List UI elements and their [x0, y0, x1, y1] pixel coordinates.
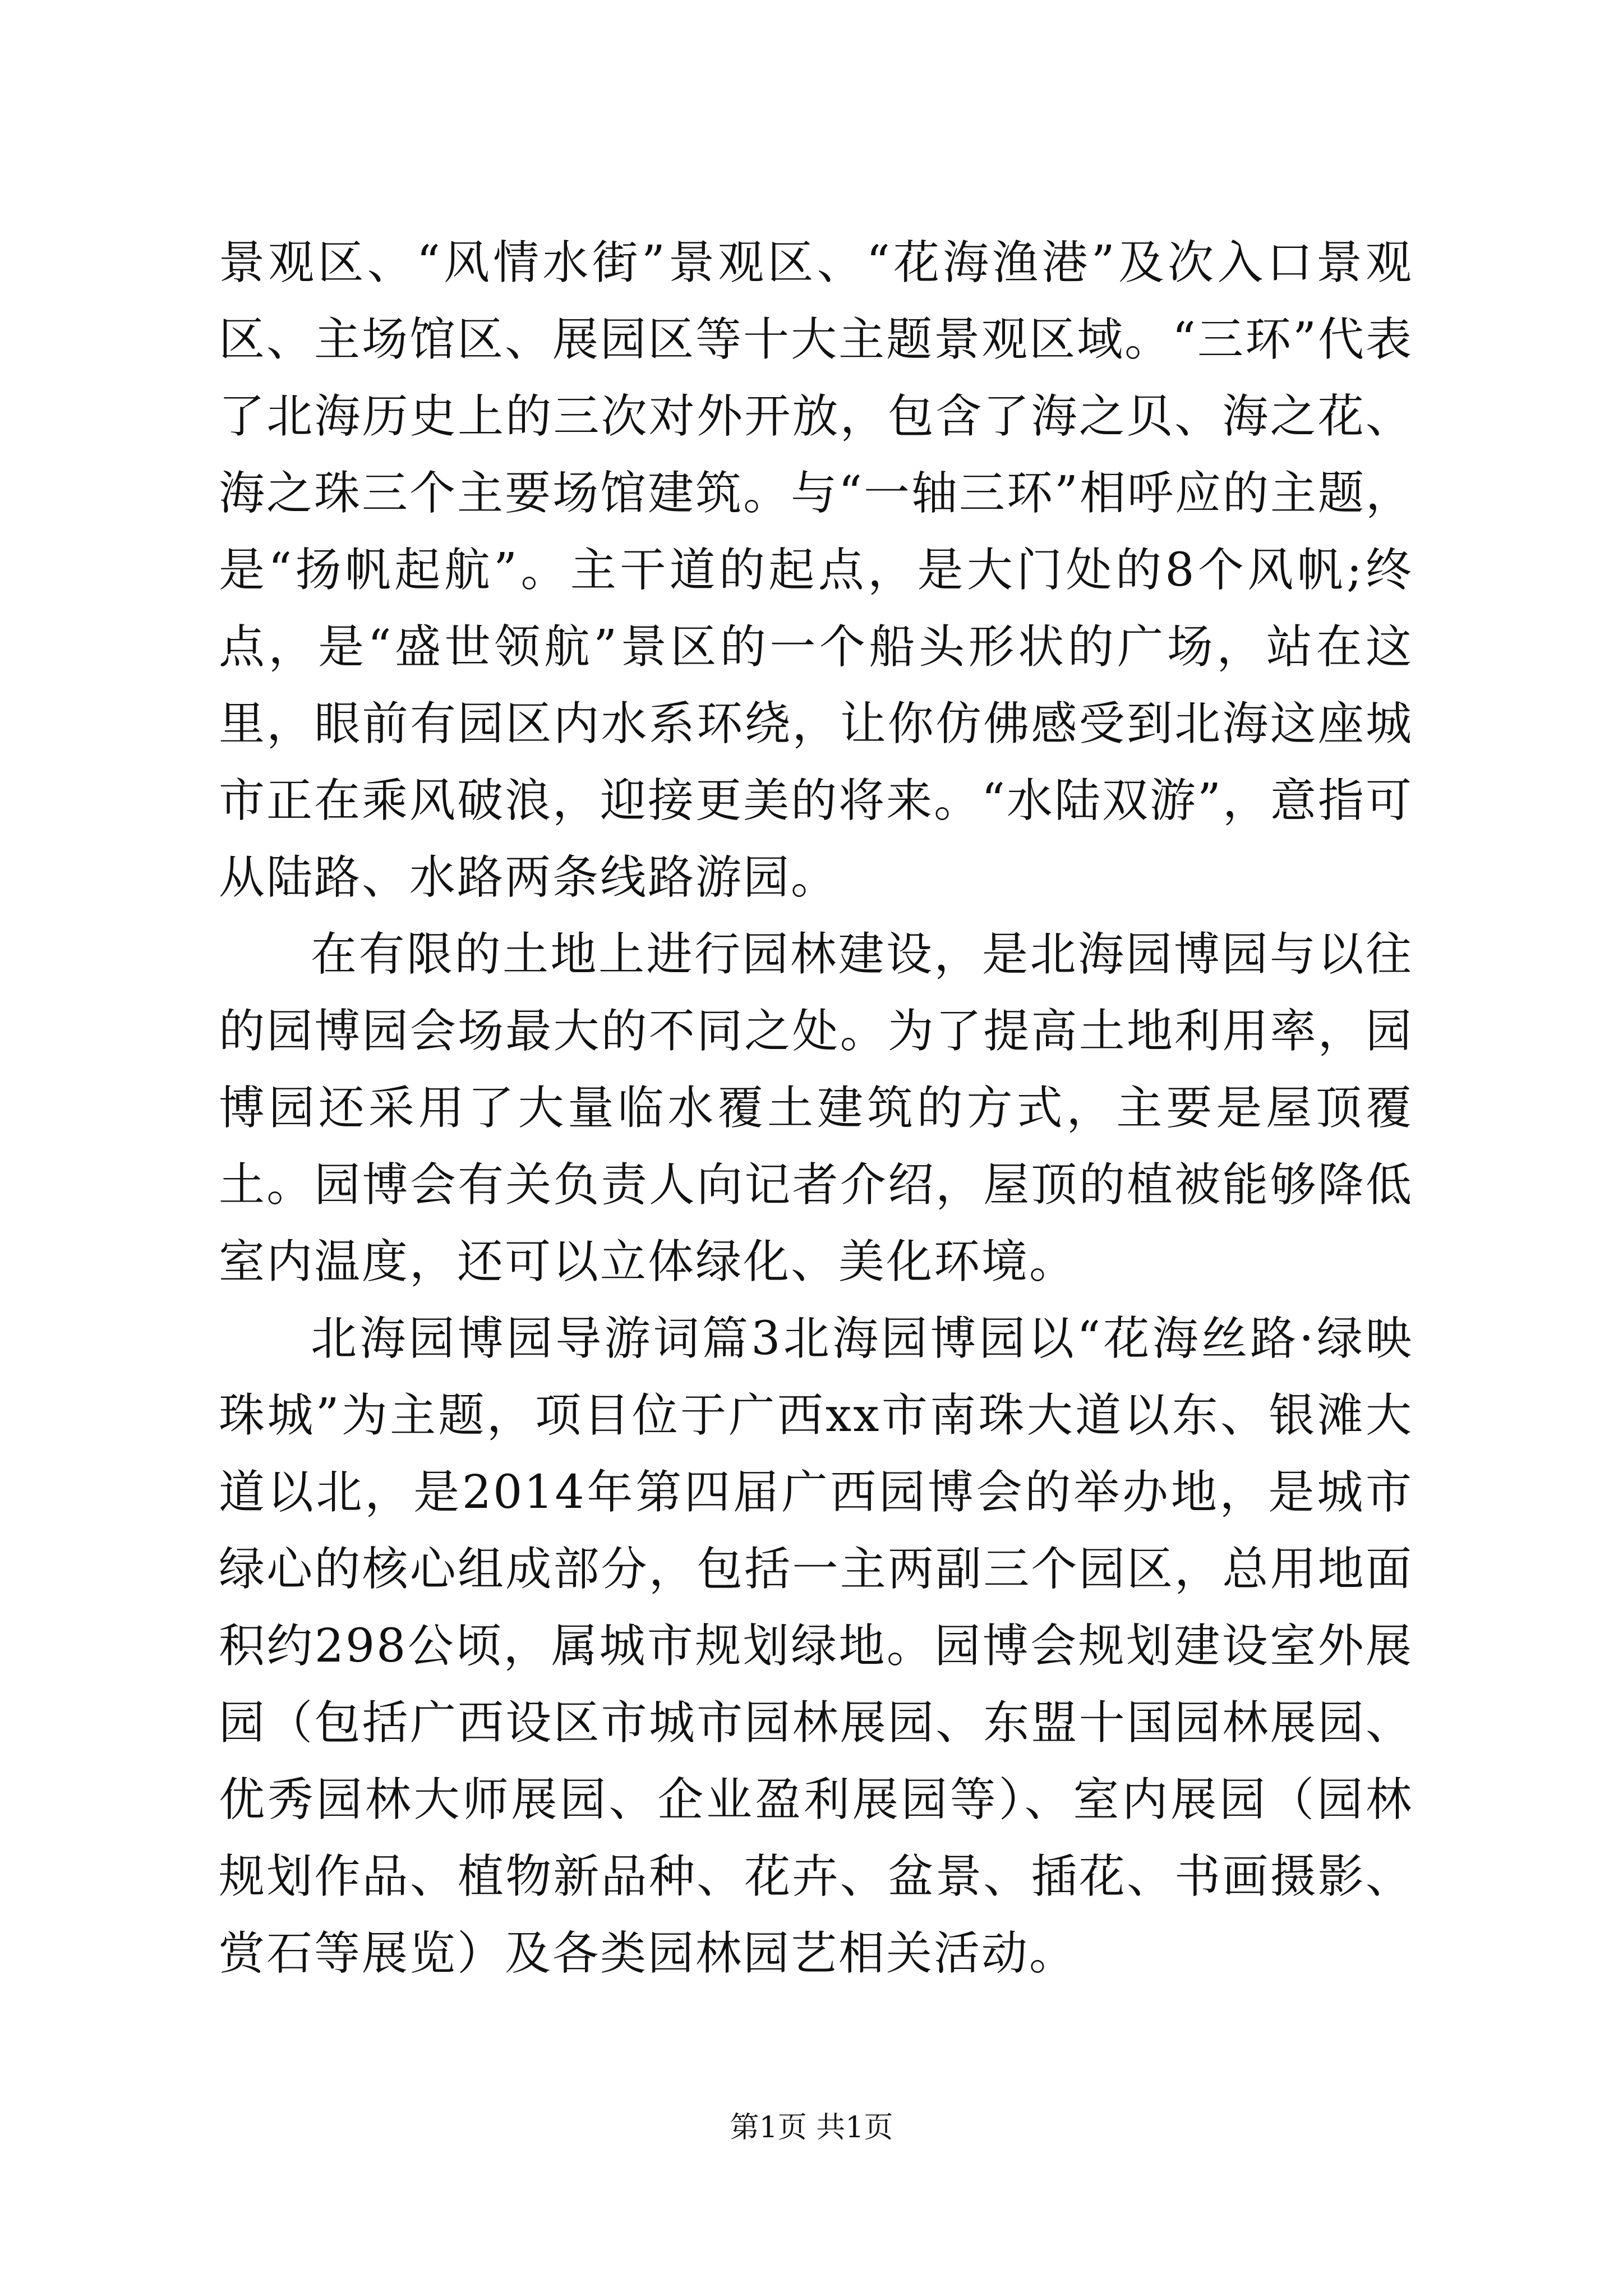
paragraph-1: 景观区、“风情水街”景观区、“花海渔港”及次入口景观区、主场馆区、展园区等十大主题景观区域。“三环”代表了北海历史上的三次对外开放，包含了海之贝、海之花、海之珠三个主要场馆建筑。与“一轴三环”相呼应的主题，是“扬帆起航”。主干道的起点，是大门处的8个风帆;终点，是“盛世领航”景区的一个船头形状的广场，站在这里，眼前有园区内水系环绕，让你仿佛感受到北海这座城市正在乘风破浪，迎接更美的将来。“水陆双游”，意指可从陆路、水路两条线路游园。: [219, 236, 1413, 904]
document-body: [219, 224, 1413, 1992]
paragraph-3: 北海园博园导游词篇3北海园博园以“花海丝路·绿映珠城”为主题，项目位于广西xx市南珠大道以东、银滩大道以北，是2014年第四届广西园博会的举办地，是城市绿心的核心组成部分，包括一主两副三个园区，总用地面积约298公顷，属城市规划绿地。园博会规划建设室外展园（包括广西设区市城市园林展园、东盟十国园林展园、优秀园林大师展园、企业盈利展园等）、室内展园（园林规划作品、植物新品种、花卉、盆景、插花、书画摄影、赏石等展览）及各类园林园艺相关活动。: [219, 1312, 1413, 1980]
page-footer: 第1页 共1页: [730, 2111, 893, 2145]
paragraph-2: 在有限的土地上进行园林建设，是北海园博园与以往的园博园会场最大的不同之处。为了提高土地利用率，园博园还采用了大量临水覆土建筑的方式，主要是屋顶覆土。园博会有关负责人向记者介绍，屋顶的植被能够降低室内温度，还可以立体绿化、美化环境。: [219, 928, 1413, 1289]
